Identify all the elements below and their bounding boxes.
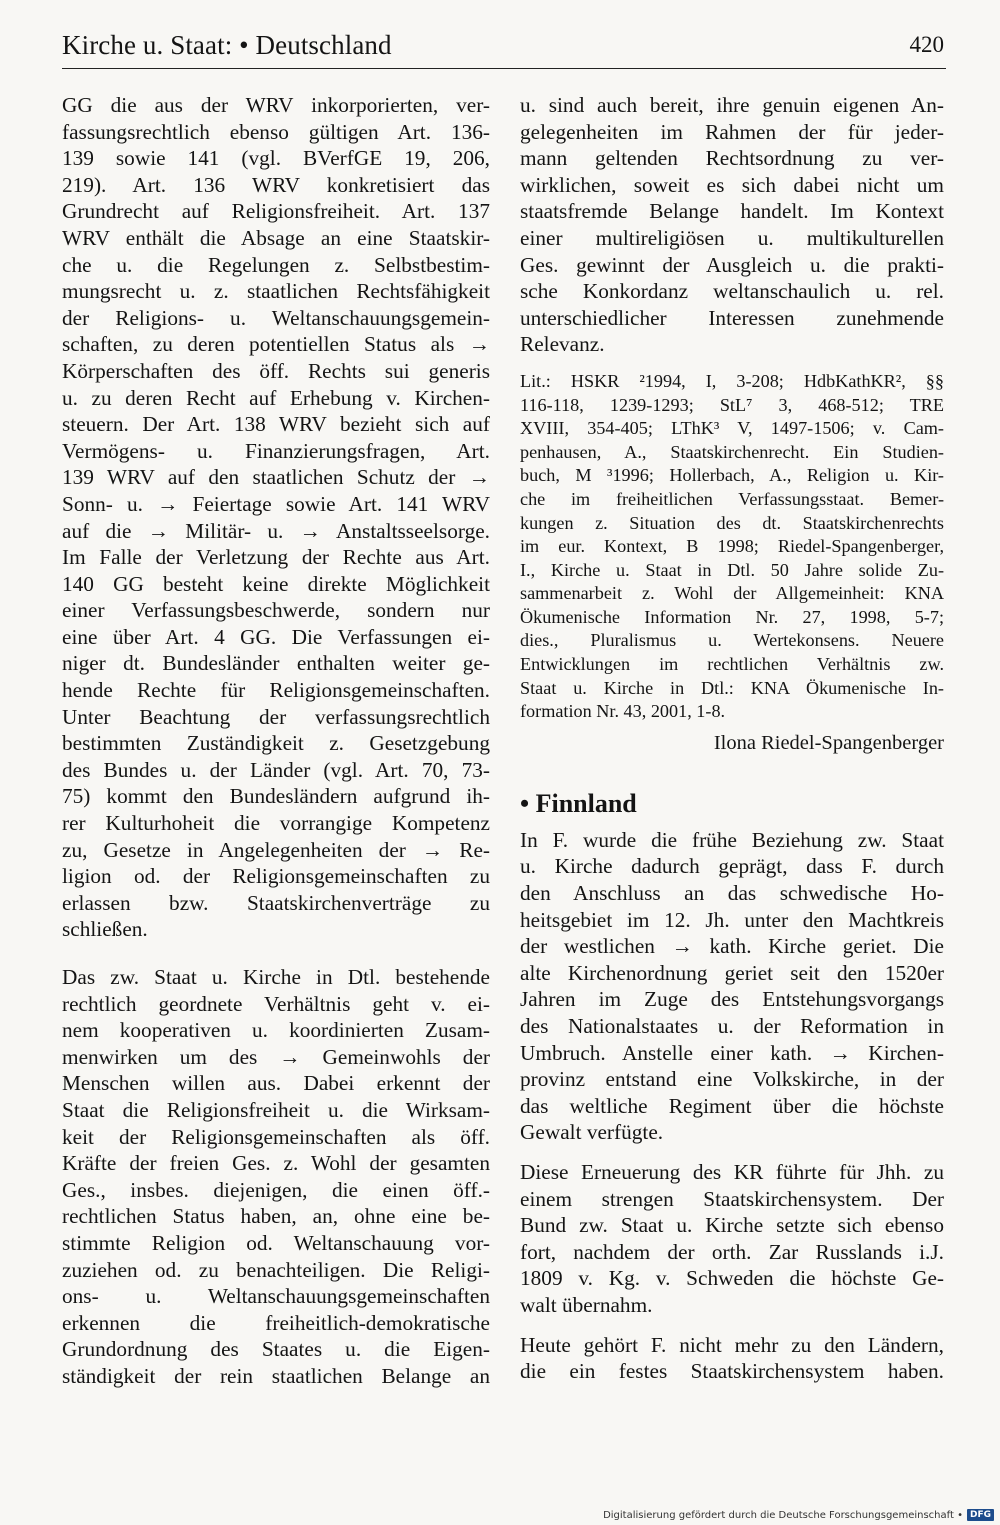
- page-number: 420: [909, 32, 944, 57]
- paragraph: [520, 1332, 944, 1385]
- text-line: menwirken um des → Gemeinwohls der: [62, 1044, 490, 1069]
- credit-text: Digitalisierung gefördert durch die Deutsche Forschungsgemeinschaft •: [603, 1509, 963, 1521]
- text-line: heitsgebiet im 12. Jh. unter den Machtkreis: [520, 907, 944, 932]
- text-line: Körperschaften des öff. Rechts sui generis: [62, 358, 490, 383]
- running-head: Kirche u. Staat: • Deutschland: [62, 30, 392, 60]
- text-line: mungsrecht u. z. staatlichen Rechtsfähigkeit: [62, 279, 490, 304]
- text-line: Relevanz.: [520, 332, 605, 357]
- text-line: zu, Gesetze in Angelegenheiten der → Re-: [62, 837, 490, 862]
- text-line: nem kooperativen u. koordinierten Zusam-: [62, 1018, 490, 1043]
- text-line: Unter Beachtung der verfassungsrechtlich: [62, 704, 490, 729]
- section-title: • Finnland: [520, 788, 637, 818]
- text-line: Grundrecht auf Religionsfreiheit. Art. 137: [62, 199, 490, 224]
- text-line: erkennen die freiheitlich-demokratische: [62, 1310, 490, 1335]
- text-line: buch, M ³1996; Hollerbach, A., Religion u. Kir-: [520, 465, 944, 486]
- text-line: Heute gehört F. nicht mehr zu den Ländern,: [520, 1332, 944, 1357]
- text-line: ständigkeit der rein staatlichen Belange an: [62, 1363, 490, 1388]
- text-line: Sonn- u. → Feiertage sowie Art. 141 WRV: [62, 491, 490, 516]
- text-line: rechtlich geordnete Verhältnis geht v. ei-: [62, 991, 490, 1016]
- text-line: Umbruch. Anstelle einer kath. → Kirchen-: [520, 1040, 944, 1065]
- right-column: [520, 92, 944, 1385]
- text-line: einer multireligiösen u. multikulturellen: [520, 225, 944, 250]
- text-line: 219). Art. 136 WRV konkretisiert das: [62, 172, 490, 197]
- text-line: WRV enthält die Absage an eine Staatskir-: [62, 225, 490, 250]
- text-line: keit der Religionsgemeinschaften als öff.: [62, 1124, 490, 1149]
- text-line: Ökumenische Information Nr. 27, 1998, 5-7;: [520, 606, 944, 627]
- text-line: Staat die Religionsfreiheit u. die Wirksam-: [62, 1097, 490, 1122]
- text-line: bestimmten Zuständigkeit z. Gesetzgebung: [62, 731, 490, 756]
- literature-list: [520, 370, 944, 724]
- text-line: schließen.: [62, 917, 148, 942]
- text-line: Gewalt verfügte.: [520, 1120, 664, 1145]
- text-line: walt übernahm.: [520, 1292, 653, 1317]
- paragraph: [520, 827, 944, 1146]
- text-line: hende Rechte für Religionsgemeinschaften.: [62, 678, 490, 703]
- text-line: che im freiheitlichen Verfassungsstaat. Bemer-: [520, 488, 944, 509]
- text-line: sammenarbeit z. Wohl der Allgemeinheit: KNA: [520, 583, 944, 604]
- text-line: formation Nr. 43, 2001, 1-8.: [520, 701, 726, 722]
- text-line: u. zu deren Recht auf Erhebung v. Kirchen-: [62, 385, 490, 410]
- text-line: Im Falle der Verletzung der Rechte aus Art.: [62, 545, 490, 570]
- text-line: stimmte Religion od. Weltanschauung vor-: [62, 1230, 490, 1255]
- text-line: die ein festes Staatskirchensystem haben.: [520, 1359, 944, 1384]
- text-line: dies., Pluralismus u. Wertekonsens. Neuere: [520, 630, 944, 651]
- text-line: che u. die Regelungen z. Selbstbestim-: [62, 252, 490, 277]
- text-line: 139 WRV auf den staatlichen Schutz der →: [62, 465, 490, 490]
- paragraph: [520, 92, 944, 358]
- text-line: rer Kulturhoheit die vorrangige Kompetenz: [62, 811, 490, 836]
- text-line: einem strengen Staatskirchensystem. Der: [520, 1186, 944, 1211]
- text-line: den Anschluss an das schwedische Ho-: [520, 881, 944, 906]
- text-line: 140 GG besteht keine direkte Möglichkeit: [62, 571, 490, 596]
- text-line: Jahren im Zuge des Entstehungsvorgangs: [520, 987, 944, 1012]
- text-line: GG die aus der WRV inkorporierten, ver-: [62, 93, 490, 117]
- paragraph: [520, 1159, 944, 1319]
- text-line: das weltliche Regiment über die höchste: [520, 1093, 944, 1118]
- digitization-credit: [603, 1509, 994, 1521]
- text-line: 1809 v. Kg. v. Schweden die höchste Ge-: [520, 1266, 944, 1291]
- text-line: 139 sowie 141 (vgl. BVerfGE 19, 206,: [62, 146, 490, 171]
- text-line: staatsfremde Belange handelt. Im Kontext: [520, 199, 944, 224]
- text-line: schaften, zu deren potentiellen Status als →: [62, 332, 490, 357]
- text-line: u. Kirche dadurch geprägt, dass F. durch: [520, 854, 944, 879]
- text-line: 75) kommt den Bundesländern aufgrund ih-: [62, 784, 490, 809]
- text-line: In F. wurde die frühe Beziehung zw. Staat: [520, 827, 944, 852]
- text-line: ligion od. der Religionsgemeinschaften zu: [62, 864, 490, 889]
- dfg-logo: DFG: [967, 1509, 994, 1521]
- text-line: Entwicklungen im rechtlichen Verhältnis zw.: [520, 654, 944, 675]
- text-line: gelegenheiten im Rahmen der für jeder-: [520, 119, 944, 144]
- text-line: penhausen, A., Staatskirchenrecht. Ein Studien-: [520, 441, 944, 462]
- text-line: ons- u. Weltanschauungsgemeinschaften: [62, 1284, 490, 1309]
- text-line: der westlichen → kath. Kirche geriet. Die: [520, 934, 944, 959]
- text-line: niger dt. Bundesländer enthalten weiter ge-: [62, 651, 490, 676]
- text-line: erlassen bzw. Staatskirchenverträge zu: [62, 890, 490, 915]
- text-line: Staat u. Kirche in Dtl.: KNA Ökumenische In-: [520, 677, 944, 698]
- text-line: zuziehen od. zu benachteiligen. Die Religi-: [62, 1257, 490, 1282]
- text-line: Menschen willen aus. Dabei erkennt der: [62, 1071, 490, 1096]
- text-line: Das zw. Staat u. Kirche in Dtl. bestehende: [62, 965, 490, 989]
- paragraph: [62, 964, 490, 1390]
- text-line: des Bundes u. der Länder (vgl. Art. 70, 73-: [62, 757, 490, 782]
- author-signature: Ilona Riedel-Spangenberger: [713, 731, 944, 754]
- text-line: alte Kirchenordnung geriet seit den 1520er: [520, 960, 944, 985]
- text-line: XVIII, 354-405; LThK³ V, 1497-1506; v. Cam-: [520, 418, 944, 439]
- text-line: Ges. gewinnt der Ausgleich u. die prakti-: [520, 252, 944, 277]
- text-line: einer Verfassungsbeschwerde, sondern nur: [62, 598, 490, 623]
- page-header: [62, 28, 946, 69]
- text-line: sche Konkordanz weltanschaulich u. rel.: [520, 279, 944, 304]
- text-line: Diese Erneuerung des KR führte für Jhh. zu: [520, 1159, 944, 1184]
- text-line: der Religions- u. Weltanschauungsgemein-: [62, 305, 490, 330]
- text-line: I., Kirche u. Staat in Dtl. 50 Jahre solide Zu-: [520, 559, 944, 580]
- text-line: Ges., insbes. diejenigen, die einen öff.-: [62, 1177, 490, 1202]
- text-line: unterschiedlicher Interessen zunehmende: [520, 305, 944, 330]
- text-line: steuern. Der Art. 138 WRV bezieht sich auf: [62, 412, 490, 437]
- text-line: auf die → Militär- u. → Anstaltsseelsorge.: [62, 518, 490, 543]
- paragraph: [62, 92, 490, 943]
- text-line: des Nationalstaates u. der Reformation in: [520, 1014, 944, 1038]
- text-line: Kräfte der freien Ges. z. Wohl der gesamten: [62, 1151, 490, 1176]
- text-line: eine über Art. 4 GG. Die Verfassungen ei-: [62, 624, 490, 649]
- text-line: Grundordnung des Staates u. die Eigen-: [62, 1337, 490, 1362]
- text-line: fassungsrechtlich ebenso gültigen Art. 136-: [62, 119, 490, 144]
- text-line: Bund zw. Staat u. Kirche setzte sich ebenso: [520, 1213, 944, 1238]
- text-line: rechtlichen Status haben, an, ohne eine be-: [62, 1204, 490, 1229]
- text-line: kungen z. Situation des dt. Staatskirchenrechts: [520, 512, 944, 533]
- left-column: [62, 92, 490, 1390]
- text-line: provinz entstand eine Volkskirche, in der: [520, 1067, 944, 1092]
- text-line: 116-118, 1239-1293; StL⁷ 3, 468-512; TRE: [520, 394, 944, 415]
- text-line: Lit.: HSKR ²1994, I, 3-208; HdbKathKR², §§: [520, 370, 944, 391]
- text-line: Vermögens- u. Finanzierungsfragen, Art.: [62, 438, 490, 463]
- text-line: mann geltenden Rechtsordnung zu ver-: [520, 146, 944, 171]
- text-line: wirklichen, soweit es sich dabei nicht um: [520, 172, 944, 197]
- text-line: fort, nachdem der orth. Zar Russlands i.J.: [520, 1239, 944, 1264]
- text-line: im eur. Kontext, B 1998; Riedel-Spangenberger,: [520, 536, 944, 557]
- text-line: u. sind auch bereit, ihre genuin eigenen An-: [520, 93, 944, 117]
